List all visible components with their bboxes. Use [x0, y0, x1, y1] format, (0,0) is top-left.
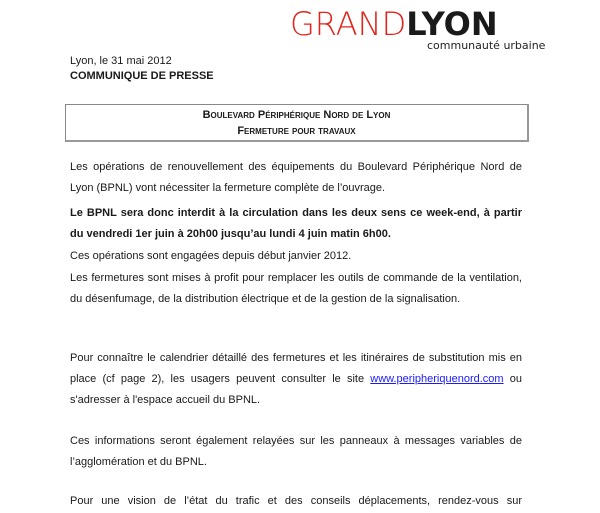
date-line: Lyon, le 31 mai 2012	[70, 55, 172, 67]
paragraph-start-date: Ces opérations sont engagées depuis début janvier 2012.	[70, 250, 352, 262]
logo-grand-text: GRAND	[290, 5, 407, 43]
title-box	[65, 104, 529, 142]
logo-subtitle: communauté urbaine	[427, 39, 546, 52]
paragraph-closure-dates	[70, 203, 522, 245]
document-type: COMMUNIQUE DE PRESSE	[70, 70, 214, 82]
calendar-text-before: Pour connaître le calendrier détaillé des fermetures et les itinéraires de substitution mis en place (cf page 2), les usagers peuvent consulter le site	[70, 352, 522, 385]
logo-lyon-text: LYON	[406, 5, 498, 43]
calendar-text-after: ou s'adresser à l'espace accueil du BPNL.	[70, 373, 522, 406]
grandlyon-logo	[290, 4, 546, 56]
paragraph-calendar	[70, 348, 522, 411]
paragraph-panels: Ces informations seront également relayées sur les panneaux à messages variables de l’agglomération et du BPNL.	[70, 435, 522, 468]
paragraph-traffic: Pour une vision de l’état du trafic et des conseils déplacements, rendez-vous sur	[70, 495, 522, 507]
title-line-2: Fermeture pour travaux	[237, 125, 356, 137]
closure-dates-text: Le BPNL sera donc interdit à la circulation dans les deux sens ce week-end, à partir du vendredi 1er juin à 20h00 jusqu’au lundi 4 juin matin 6h00.	[70, 207, 522, 240]
website-link[interactable]: www.peripheriquenord.com	[370, 373, 504, 385]
logo-wordmark	[290, 4, 498, 44]
paragraph-equipment: Les fermetures sont mises à profit pour remplacer les outils de commande de la ventilation, du désenfumage, de la distribution électrique et de la gestion de la signalisation.	[70, 272, 522, 305]
title-line-1: Boulevard Périphérique Nord de Lyon	[202, 109, 391, 121]
paragraph-renewal: Les opérations de renouvellement des équipements du Boulevard Périphérique Nord de Lyon (BPNL) vont nécessiter la fermeture complète de l’ouvrage.	[70, 161, 522, 194]
